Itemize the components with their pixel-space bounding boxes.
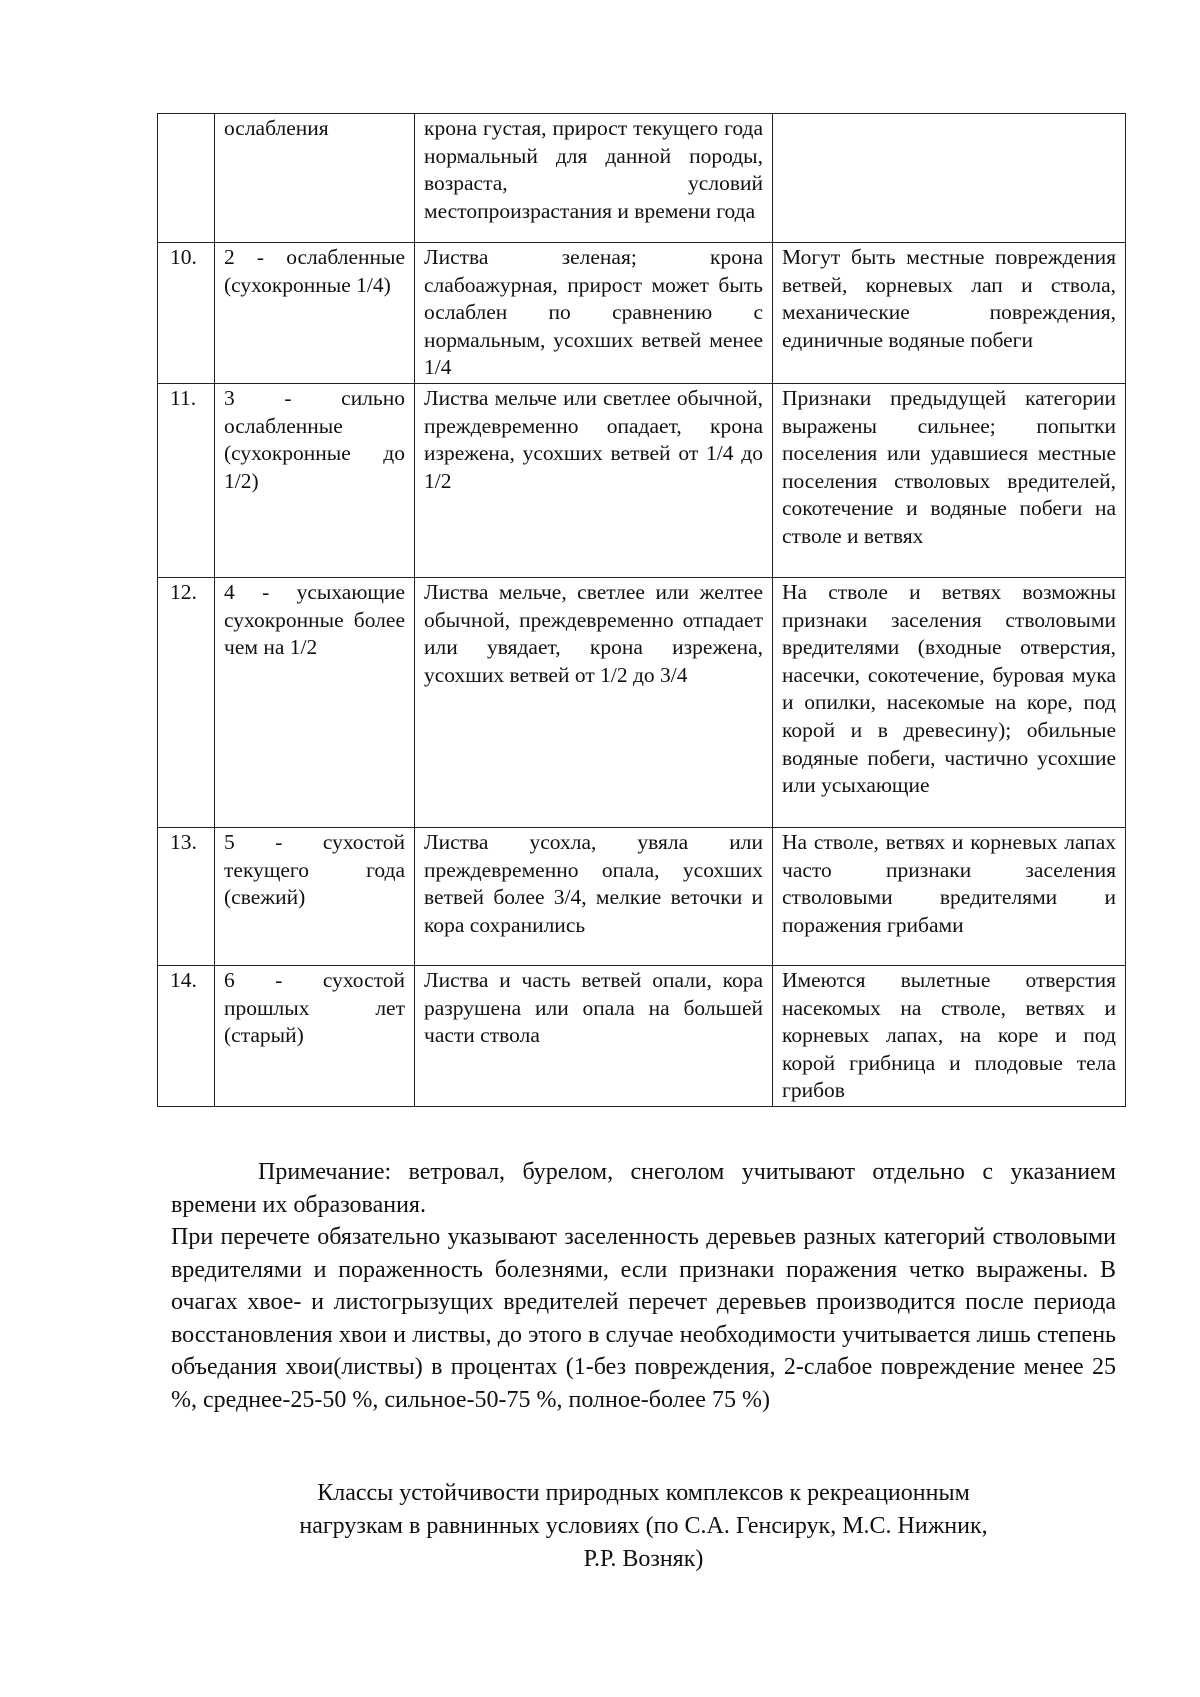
other-signs-cell: Признаки предыдущей категории выражены сильнее; попытки поселения или удавшиеся местные поселения стволовых вредителей, сокотечение и водяные побеги на стволе и ветвях [773, 383, 1126, 577]
category-cell: 6 - сухостой прошлых лет (старый) [215, 965, 415, 1106]
tree-condition-table [157, 113, 1126, 1107]
other-signs-cell: Имеются вылетные отверстия насекомых на стволе, ветвях и корневых лапах, на коре и под корой грибница и плодовые тела грибов [773, 965, 1126, 1106]
heading-line: Р.Р. Возняк) [583, 1546, 704, 1572]
crown-state-cell: Листва усохла, увяла или преждевременно опала, усохших ветвей более 3/4, мелкие веточки и кора сохранились [415, 827, 773, 965]
row-number [158, 114, 215, 243]
crown-state-cell: крона густая, прирост текущего года нормальный для данной породы, возраста, условий местопроизрастания и времени года [415, 114, 773, 243]
table-row [158, 827, 1126, 965]
crown-state-cell: Листва мельче или светлее обычной, преждевременно опадает, крона изрежена, усохших ветвей от 1/4 до 1/2 [415, 383, 773, 577]
table-row [158, 577, 1126, 827]
note-paragraph: Примечание: ветровал, бурелом, снеголом учитывают отдельно с указанием времени их образования. [171, 1159, 1116, 1218]
table-row [158, 383, 1126, 577]
category-cell: ослабления [215, 114, 415, 243]
row-number: 10. [158, 243, 215, 384]
section-heading [171, 1477, 1116, 1576]
body-paragraph: При перечете обязательно указывают заселенность деревьев разных категорий стволовыми вредителями и пораженность болезнями, если признаки поражения четко выражены. В очагах хвое- и листогрызущих вредителей перечет деревьев производится после периода восстановления хвои и листвы, до этого в случае необходимости учитывается лишь степень объедания хвои(листвы) в процентах (1-без повреждения, 2-слабое повреждение менее 25 %, среднее-25-50 %, сильное-50-75 %, полное-более 75 %) [171, 1224, 1116, 1413]
other-signs-cell [773, 114, 1126, 243]
other-signs-cell: На стволе, ветвях и корневых лапах часто признаки заселения стволовыми вредителями и поражения грибами [773, 827, 1126, 965]
table-row [158, 114, 1126, 243]
row-number: 14. [158, 965, 215, 1106]
crown-state-cell: Листва и часть ветвей опали, кора разрушена или опала на большей части ствола [415, 965, 773, 1106]
note-block [171, 1156, 1116, 1416]
row-number: 11. [158, 383, 215, 577]
table-row [158, 965, 1126, 1106]
row-number: 13. [158, 827, 215, 965]
crown-state-cell: Листва зеленая; крона слабоажурная, прирост может быть ослаблен по сравнению с нормальным, усохших ветвей менее 1/4 [415, 243, 773, 384]
heading-line: нагрузкам в равнинных условиях (по С.А. Генсирук, М.С. Нижник, [299, 1513, 988, 1539]
category-cell: 2 - ослабленные (сухокронные 1/4) [215, 243, 415, 384]
other-signs-cell: На стволе и ветвях возможны признаки заселения стволовыми вредителями (входные отверстия, насечки, сокотечение, буровая мука и опилки, насекомые на коре, под корой и в древесину); обильные водяные побеги, частично усохшие или усыхающие [773, 577, 1126, 827]
heading-line: Классы устойчивости природных комплексов к рекреационным [317, 1480, 970, 1506]
category-cell: 5 - сухостой текущего года (свежий) [215, 827, 415, 965]
crown-state-cell: Листва мельче, светлее или желтее обычной, преждевременно отпадает или увядает, крона изрежена, усохших ветвей от 1/2 до 3/4 [415, 577, 773, 827]
table-row [158, 243, 1126, 384]
other-signs-cell: Могут быть местные повреждения ветвей, корневых лап и ствола, механические повреждения, единичные водяные побеги [773, 243, 1126, 384]
category-cell: 4 - усыхающие сухокронные более чем на 1/2 [215, 577, 415, 827]
row-number: 12. [158, 577, 215, 827]
category-cell: 3 - сильно ослабленные (сухокронные до 1/2) [215, 383, 415, 577]
